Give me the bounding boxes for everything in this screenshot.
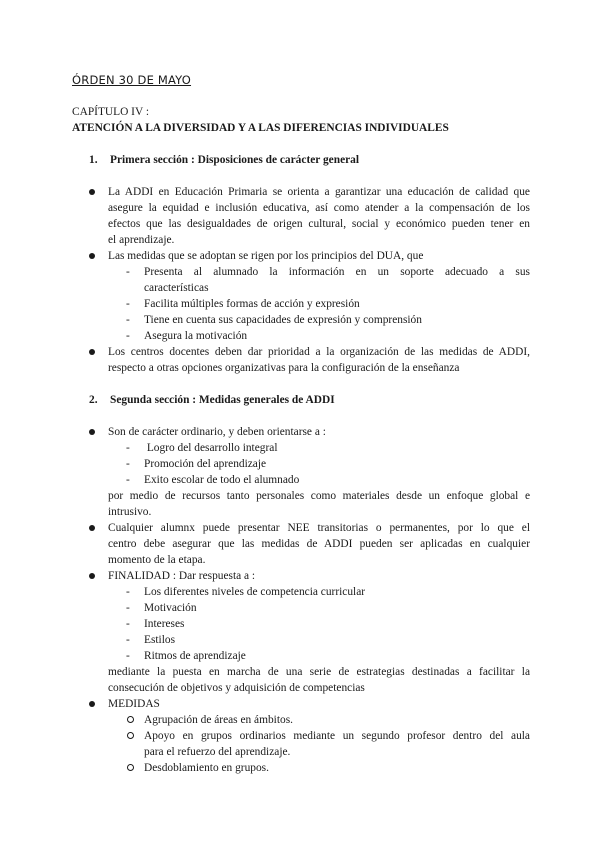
list-item (72, 600, 530, 616)
list-item (72, 584, 530, 600)
circle-bullet-icon (127, 732, 134, 739)
list-item (72, 264, 530, 296)
text-line: Ritmos de aprendizaje (144, 650, 246, 662)
text-line: intrusivo. (108, 506, 152, 518)
text-line: Desdoblamiento en grupos. (144, 762, 269, 774)
text-line: efectos que las desigualdades de origen cultural, social y económico pueden tener en (108, 218, 530, 230)
text-line: Cualquier alumnx puede presentar NEE transitorias o permanentes, por lo que el (108, 522, 530, 534)
text-line: Los diferentes niveles de competencia curricular (144, 586, 366, 598)
dash-icon: - (126, 602, 130, 614)
text-line: Logro del desarrollo integral (144, 442, 278, 454)
text-line: Agrupación de áreas en ámbitos. (144, 714, 293, 726)
list-item (72, 520, 530, 568)
dash-icon: - (126, 266, 130, 278)
dash-list (72, 440, 530, 488)
text-line: Las medidas que se adoptan se rigen por los principios del DUA, que (108, 250, 424, 262)
list-item (72, 312, 530, 328)
text-line: Asegura la motivación (144, 330, 248, 342)
document-heading: ÓRDEN 30 DE MAYO (72, 73, 192, 87)
continuation-text (72, 488, 530, 520)
text-line: Los centros docentes deben dar prioridad a la organización de las medidas de ADDI, (108, 346, 530, 358)
chapter-label: CAPÍTULO IV : (72, 106, 149, 118)
circle-bullet-icon (127, 764, 134, 771)
dash-icon: - (126, 458, 130, 470)
list-item (72, 328, 530, 344)
section-2-list (72, 424, 530, 776)
list-item (72, 632, 530, 648)
dash-icon: - (126, 298, 130, 310)
list-item (72, 456, 530, 472)
text-line: Presenta al alumnado la información en un soporte adecuado a sus (144, 266, 530, 278)
text-line: Apoyo en grupos ordinarios mediante un segundo profesor dentro del aula (144, 730, 530, 742)
list-item (72, 184, 530, 248)
text-line: Estilos (144, 634, 176, 646)
text-line: Tiene en cuenta sus capacidades de expresión y comprensión (144, 314, 422, 326)
text-line: para el refuerzo del aprendizaje. (144, 746, 291, 758)
section-1-list (72, 184, 530, 376)
list-item (72, 472, 530, 488)
bullet-icon (89, 429, 95, 435)
bullet-icon (89, 573, 95, 579)
list-item (72, 696, 530, 712)
list-item (72, 344, 530, 376)
section-1-heading (89, 152, 359, 168)
sublist-container (72, 712, 530, 776)
list-item (72, 760, 530, 776)
text-line: FINALIDAD : Dar respuesta a : (108, 570, 256, 582)
sublist-container (72, 440, 530, 488)
section-1-number: 1. (89, 154, 98, 166)
dash-icon: - (126, 442, 130, 454)
text-line: mediante la puesta en marcha de una serie de estrategias destinadas a facilitar la (108, 666, 530, 678)
text-line: Facilita múltiples formas de acción y expresión (144, 298, 360, 310)
list-item (72, 440, 530, 456)
dash-icon: - (126, 586, 130, 598)
text-line: momento de la etapa. (108, 554, 206, 566)
bullet-icon (89, 253, 95, 259)
section-2-heading (89, 392, 335, 408)
dash-icon: - (126, 650, 130, 662)
list-item (72, 568, 530, 584)
text-line: Promoción del aprendizaje (144, 458, 267, 470)
section-2-number: 2. (89, 394, 98, 406)
chapter-title: ATENCIÓN A LA DIVERSIDAD Y A LAS DIFERENCIAS INDIVIDUALES (72, 122, 449, 134)
text-line: el aprendizaje. (108, 234, 175, 246)
bullet-icon (89, 701, 95, 707)
bullet-icon (89, 349, 95, 355)
sublist-container (72, 264, 530, 344)
continuation-text (72, 664, 530, 696)
text-line: respecto a otras opciones organizativas para la configuración de la enseñanza (108, 362, 460, 374)
list-item (72, 424, 530, 440)
list-item (72, 712, 530, 728)
text-line: consecución de objetivos y adquisición de competencias (108, 682, 365, 694)
dash-icon: - (126, 634, 130, 646)
dash-icon: - (126, 314, 130, 326)
text-line: MEDIDAS (108, 698, 160, 710)
dash-icon: - (126, 474, 130, 486)
text-line: La ADDI en Educación Primaria se orienta a garantizar una educación de calidad que (108, 186, 530, 198)
circle-list (72, 712, 530, 776)
section-2-title: Segunda sección : Medidas generales de ADDI (110, 394, 335, 406)
bullet-icon (89, 189, 95, 195)
text-line: Motivación (144, 602, 197, 614)
section-1-title: Primera sección : Disposiciones de carácter general (110, 154, 360, 166)
dash-list (72, 264, 530, 344)
list-item (72, 728, 530, 760)
sublist-container (72, 584, 530, 664)
dash-icon: - (126, 618, 130, 630)
list-item (72, 616, 530, 632)
dash-icon: - (126, 330, 130, 342)
text-line: por medio de recursos tanto personales como materiales desde un enfoque global e (108, 490, 530, 502)
text-line: características (144, 282, 209, 294)
dash-list (72, 584, 530, 664)
text-line: Exito escolar de todo el alumnado (144, 474, 300, 486)
circle-bullet-icon (127, 716, 134, 723)
text-line: centro debe asegurar que las medidas de ADDI pueden ser aplicadas en cualquier (108, 538, 530, 550)
text-line: asegure la equidad e inclusión educativa, así como atender a la compensación de los (108, 202, 530, 214)
list-item (72, 248, 530, 264)
text-line: Intereses (144, 618, 185, 630)
list-item (72, 296, 530, 312)
list-item (72, 648, 530, 664)
bullet-icon (89, 525, 95, 531)
text-line: Son de carácter ordinario, y deben orientarse a : (108, 426, 326, 438)
